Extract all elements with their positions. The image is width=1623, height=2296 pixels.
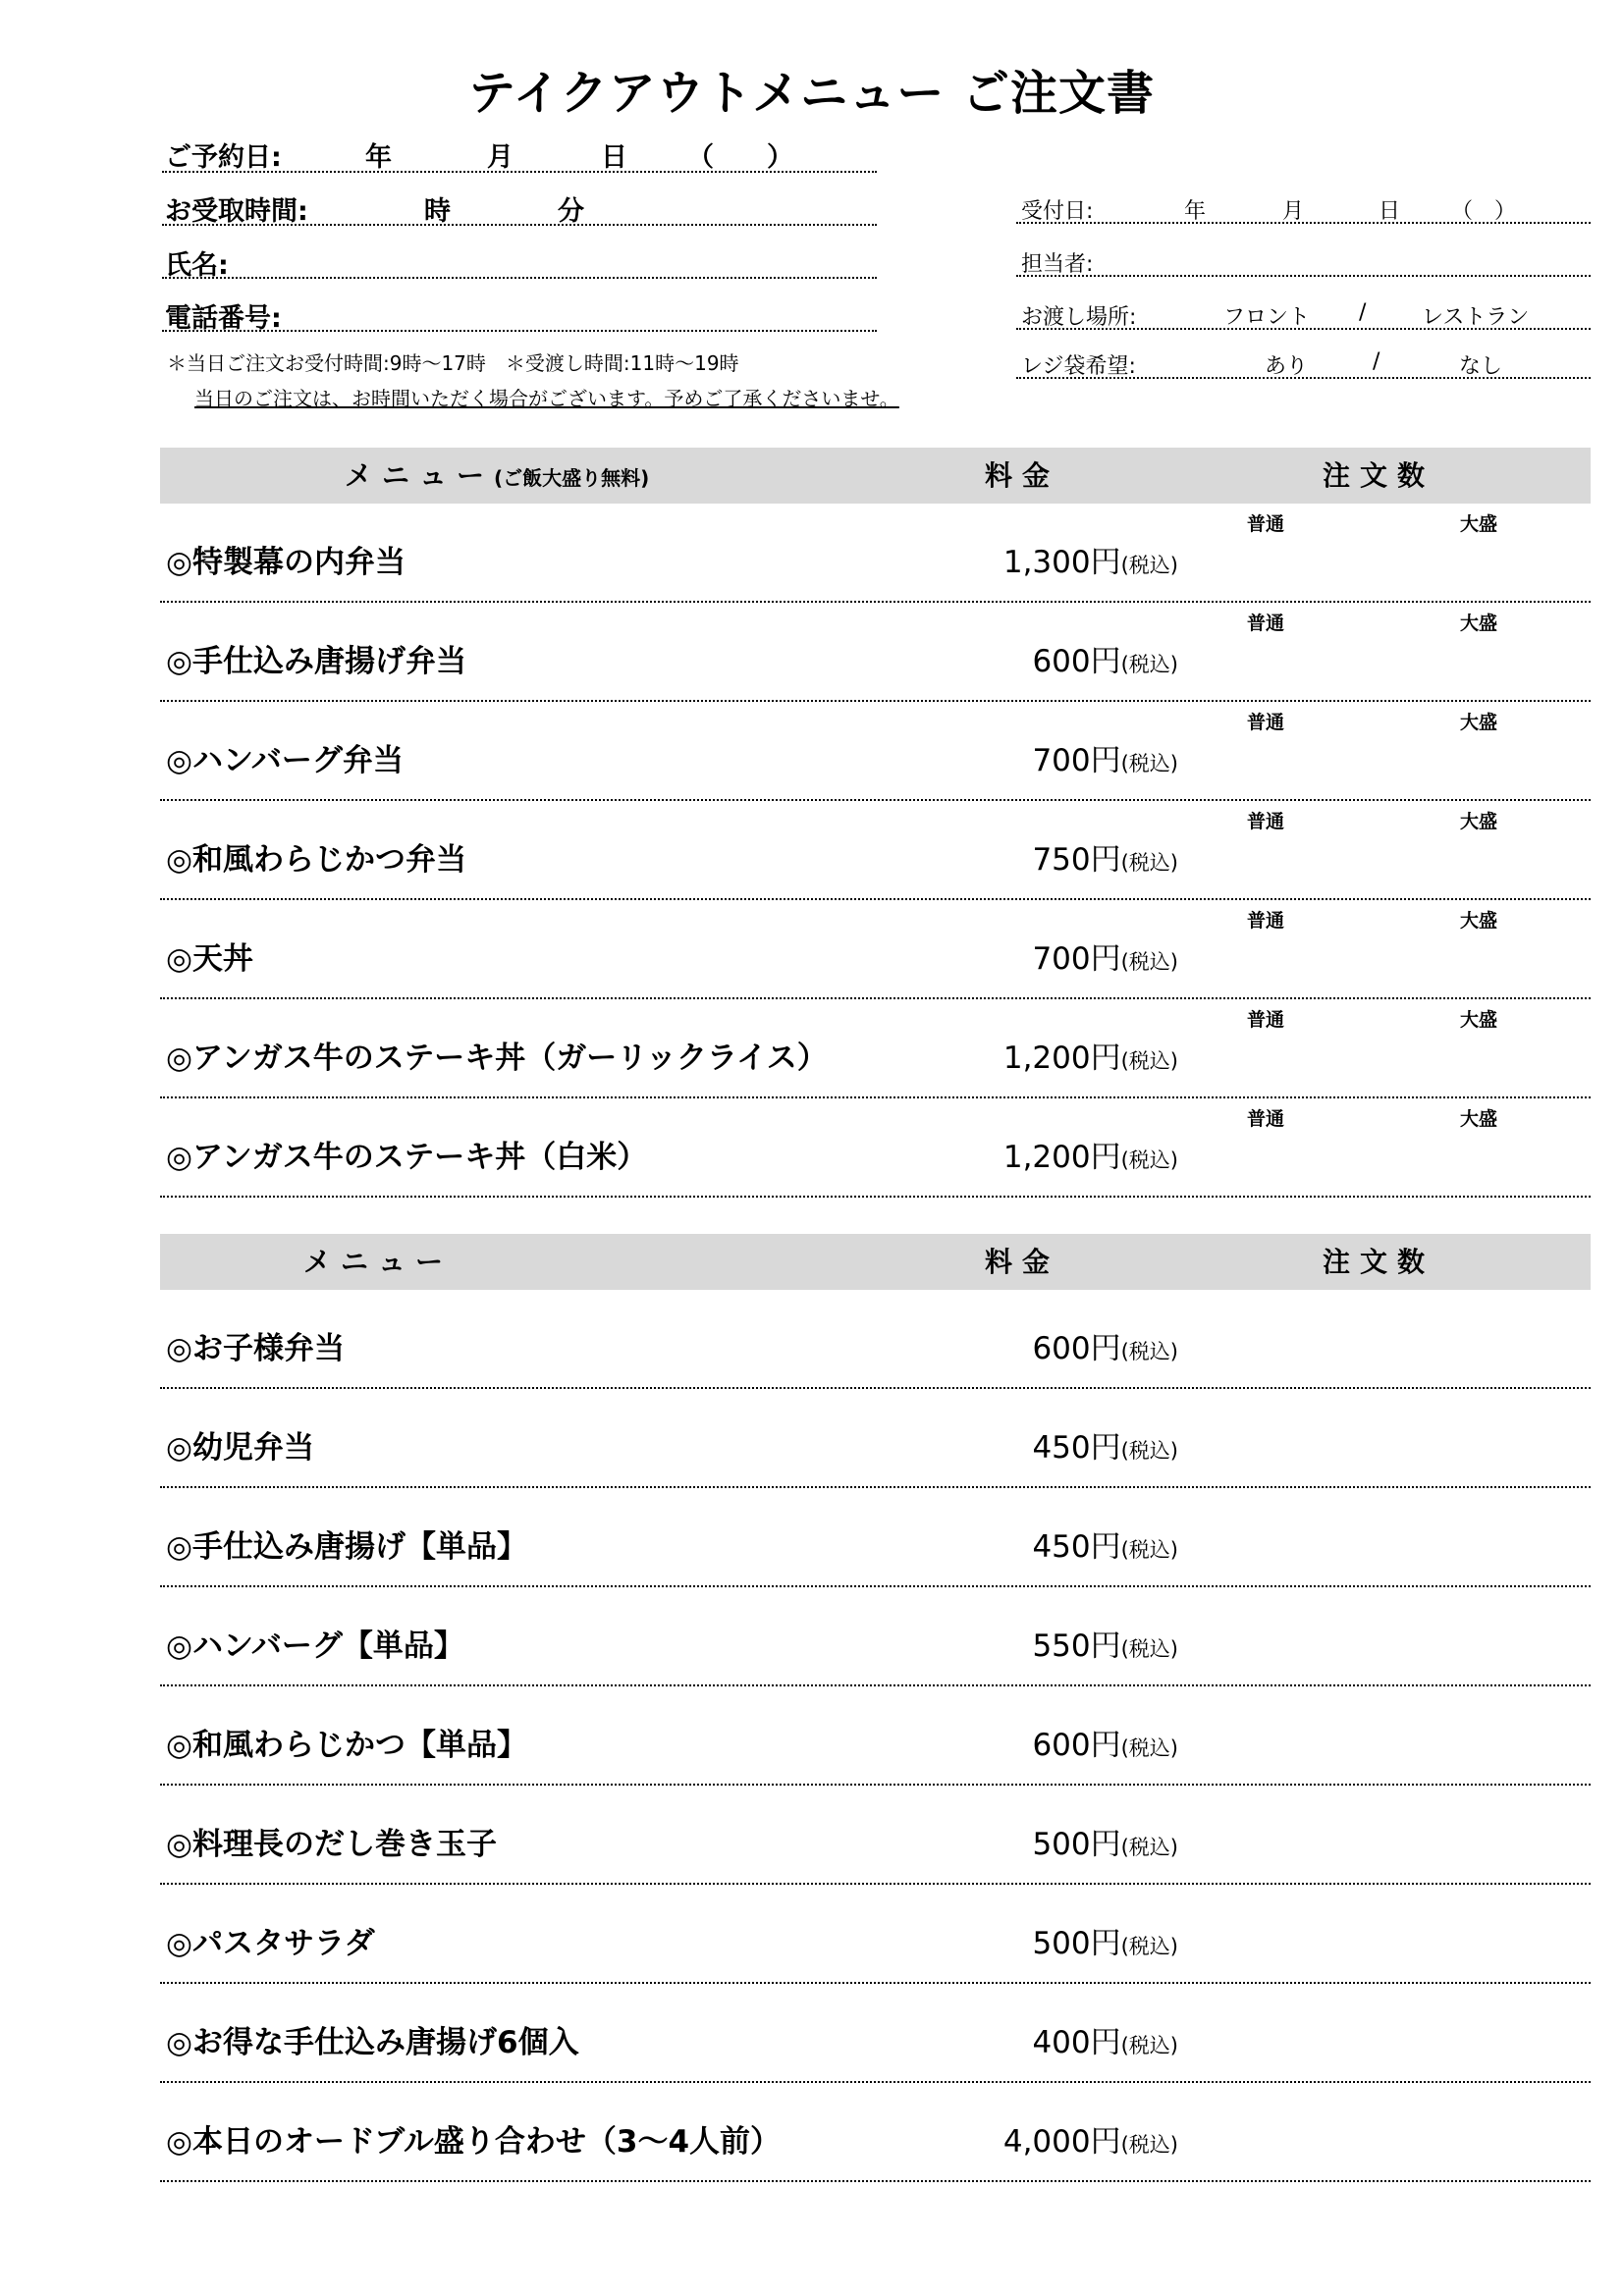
price-amount: 1,300円 <box>1002 545 1121 580</box>
staff-label: 担当者: <box>1021 252 1094 277</box>
menu-item-name: ◎料理長のだし巻き玉子 <box>166 1827 498 1862</box>
menu-item-name: ◎手仕込み唐揚げ【単品】 <box>166 1529 528 1565</box>
price-amount: 750円 <box>1032 842 1121 878</box>
price-amount: 500円 <box>1032 1827 1121 1862</box>
large-size-qty-label[interactable]: 大盛 <box>1460 712 1498 733</box>
tax-included-note: (税込) <box>1120 2133 1178 2157</box>
price-amount: 1,200円 <box>1002 1041 1121 1076</box>
tax-included-note: (税込) <box>1120 1836 1178 1859</box>
bento-menu-table <box>160 448 1591 1198</box>
side-menu-table <box>160 1234 1591 2182</box>
regular-size-qty-label[interactable]: 普通 <box>1247 910 1285 932</box>
received-month-unit: 月 <box>1282 199 1305 224</box>
price-amount: 700円 <box>1032 941 1121 977</box>
menu-item-price <box>1003 1033 1178 1077</box>
menu-item-name: ◎お得な手仕込み唐揚げ6個入 <box>166 2025 579 2060</box>
name-label: 氏名: <box>165 250 229 281</box>
menu-item-name: ◎パスタサラダ <box>166 1926 375 1961</box>
menu-item-price <box>1003 1132 1178 1176</box>
price-column-header: 料金 <box>985 1246 1060 1278</box>
menu-item-price <box>1032 1621 1178 1665</box>
tax-included-note: (税込) <box>1120 851 1178 875</box>
name-line <box>162 277 877 279</box>
menu-item-row[interactable] <box>160 1984 1591 2083</box>
menu-item-row[interactable] <box>160 1488 1591 1587</box>
price-amount: 700円 <box>1032 743 1121 778</box>
menu-column-header <box>345 448 649 507</box>
menu-item-price <box>1032 934 1178 978</box>
menu-item-name: ◎天丼 <box>166 941 254 977</box>
menu-column-note: (ご飯大盛り無料) <box>494 466 650 490</box>
page-title: テイクアウトメニュー ご注文書 <box>468 66 1155 121</box>
side-table-body <box>160 1290 1591 2182</box>
menu-item-price <box>1032 735 1178 779</box>
bag-yes-option[interactable]: あり <box>1265 354 1309 379</box>
reservation-year-unit: 年 <box>365 142 392 173</box>
tax-included-note: (税込) <box>1120 2034 1178 2057</box>
reservation-month-unit: 月 <box>487 142 514 173</box>
phone-line <box>162 330 877 332</box>
quantity-column-header: 注文数 <box>1323 459 1435 492</box>
quantity-column-header: 注文数 <box>1323 1246 1435 1278</box>
menu-item-name: ◎和風わらじかつ【単品】 <box>166 1728 528 1763</box>
tax-included-note: (税込) <box>1120 554 1178 577</box>
menu-item-row[interactable] <box>160 1587 1591 1686</box>
bag-label: レジ袋希望: <box>1021 354 1136 379</box>
reservation-day-unit: 日 <box>601 142 627 173</box>
menu-item-price <box>1032 834 1178 879</box>
received-weekday-paren: （ ） <box>1451 199 1517 224</box>
menu-item-row[interactable] <box>160 1389 1591 1488</box>
menu-item-price <box>1032 2017 1178 2061</box>
large-size-qty-label[interactable]: 大盛 <box>1460 811 1498 832</box>
price-amount: 500円 <box>1032 1926 1121 1961</box>
menu-item-name: ◎特製幕の内弁当 <box>166 545 406 580</box>
tax-included-note: (税込) <box>1120 1538 1178 1562</box>
menu-item-name: ◎ハンバーグ弁当 <box>166 743 404 778</box>
menu-item-row[interactable] <box>160 1885 1591 1984</box>
received-date-line <box>1016 222 1591 224</box>
price-amount: 600円 <box>1032 1331 1121 1366</box>
menu-item-row[interactable] <box>160 801 1591 900</box>
regular-size-qty-label[interactable]: 普通 <box>1247 513 1285 535</box>
handover-front-option[interactable]: フロント <box>1223 305 1311 330</box>
menu-item-row[interactable] <box>160 999 1591 1098</box>
large-size-qty-label[interactable]: 大盛 <box>1460 910 1498 932</box>
menu-item-price <box>1032 1918 1178 1962</box>
menu-item-row[interactable] <box>160 504 1591 603</box>
side-table-header <box>160 1234 1591 1290</box>
tax-included-note: (税込) <box>1120 1935 1178 1958</box>
price-amount: 4,000円 <box>1002 2124 1121 2160</box>
menu-item-name: ◎本日のオードブル盛り合わせ（3～4人前） <box>166 2124 782 2160</box>
menu-item-row[interactable] <box>160 1786 1591 1885</box>
menu-item-row[interactable] <box>160 702 1591 801</box>
menu-item-price <box>1032 1323 1178 1367</box>
menu-item-price <box>1032 636 1178 680</box>
received-day-unit: 日 <box>1379 199 1401 224</box>
tax-included-note: (税込) <box>1120 1340 1178 1363</box>
received-date-label: 受付日: <box>1021 199 1094 224</box>
price-amount: 400円 <box>1032 2025 1121 2060</box>
price-amount: 600円 <box>1032 1728 1121 1763</box>
menu-item-name: ◎和風わらじかつ弁当 <box>166 842 467 878</box>
large-size-qty-label[interactable]: 大盛 <box>1460 613 1498 634</box>
menu-item-row[interactable] <box>160 1290 1591 1389</box>
tax-included-note: (税込) <box>1120 1049 1178 1073</box>
menu-item-row[interactable] <box>160 1686 1591 1786</box>
large-size-qty-label[interactable]: 大盛 <box>1460 513 1498 535</box>
tax-included-note: (税込) <box>1120 1439 1178 1463</box>
price-amount: 600円 <box>1032 644 1121 679</box>
menu-item-name: ◎幼児弁当 <box>166 1430 315 1466</box>
menu-item-price <box>1032 1522 1178 1566</box>
menu-item-row[interactable] <box>160 1098 1591 1198</box>
large-size-qty-label[interactable]: 大盛 <box>1460 1108 1498 1130</box>
regular-size-qty-label[interactable]: 普通 <box>1247 811 1285 832</box>
tax-included-note: (税込) <box>1120 950 1178 974</box>
price-column-header: 料金 <box>985 459 1060 492</box>
bag-no-option[interactable]: なし <box>1459 354 1503 379</box>
phone-label: 電話番号: <box>165 303 282 334</box>
tax-included-note: (税込) <box>1120 1637 1178 1661</box>
price-amount: 550円 <box>1032 1629 1121 1664</box>
tax-included-note: (税込) <box>1120 752 1178 775</box>
price-amount: 1,200円 <box>1002 1140 1121 1175</box>
pickup-minute-unit: 分 <box>558 196 584 227</box>
handover-label: お渡し場所: <box>1021 305 1137 330</box>
regular-size-qty-label[interactable]: 普通 <box>1247 613 1285 634</box>
menu-column-label: メニュー <box>345 459 495 492</box>
order-hours-note: ＊当日ご注文お受付時間:9時～17時 ＊受渡し時間:11時～19時 <box>167 351 739 375</box>
menu-column-header: メニュー <box>303 1246 454 1278</box>
price-amount: 450円 <box>1032 1529 1121 1565</box>
menu-item-name: ◎お子様弁当 <box>166 1331 346 1366</box>
bento-table-body <box>160 504 1591 1198</box>
menu-item-price <box>1032 1422 1178 1467</box>
regular-size-qty-label[interactable]: 普通 <box>1247 1009 1285 1031</box>
regular-size-qty-label[interactable]: 普通 <box>1247 712 1285 733</box>
handover-restaurant-option[interactable]: レストラン <box>1422 305 1530 330</box>
menu-item-name: ◎アンガス牛のステーキ丼（白米） <box>166 1140 648 1175</box>
menu-item-price <box>1032 1720 1178 1764</box>
price-amount: 450円 <box>1032 1430 1121 1466</box>
staff-line <box>1016 275 1591 277</box>
tax-included-note: (税込) <box>1120 1148 1178 1172</box>
reservation-date-line <box>162 171 877 173</box>
menu-item-row[interactable] <box>160 603 1591 702</box>
pickup-time-line <box>162 224 877 226</box>
bag-slash: / <box>1373 349 1380 374</box>
regular-size-qty-label[interactable]: 普通 <box>1247 1108 1285 1130</box>
large-size-qty-label[interactable]: 大盛 <box>1460 1009 1498 1031</box>
bag-line <box>1016 377 1591 379</box>
menu-item-price <box>1032 1819 1178 1863</box>
reservation-date-label: ご予約日: <box>165 142 282 173</box>
menu-item-row[interactable] <box>160 2083 1591 2182</box>
menu-item-name: ◎手仕込み唐揚げ弁当 <box>166 644 467 679</box>
menu-item-row[interactable] <box>160 900 1591 999</box>
received-year-unit: 年 <box>1184 199 1207 224</box>
menu-item-price <box>1003 537 1178 581</box>
menu-item-price <box>1003 2116 1178 2161</box>
tax-included-note: (税込) <box>1120 1736 1178 1760</box>
tax-included-note: (税込) <box>1120 653 1178 676</box>
bento-table-header <box>160 448 1591 504</box>
handover-line <box>1016 328 1591 330</box>
handover-slash: / <box>1359 300 1367 325</box>
same-day-note: 当日のご注文は、お時間いただく場合がございます。予めご了承くださいませ。 <box>194 387 899 410</box>
pickup-hour-unit: 時 <box>424 196 451 227</box>
menu-item-name: ◎アンガス牛のステーキ丼（ガーリックライス） <box>166 1041 828 1076</box>
menu-item-name: ◎ハンバーグ【単品】 <box>166 1629 464 1664</box>
reservation-weekday-paren: （ ） <box>687 142 793 173</box>
pickup-time-label: お受取時間: <box>165 196 308 227</box>
